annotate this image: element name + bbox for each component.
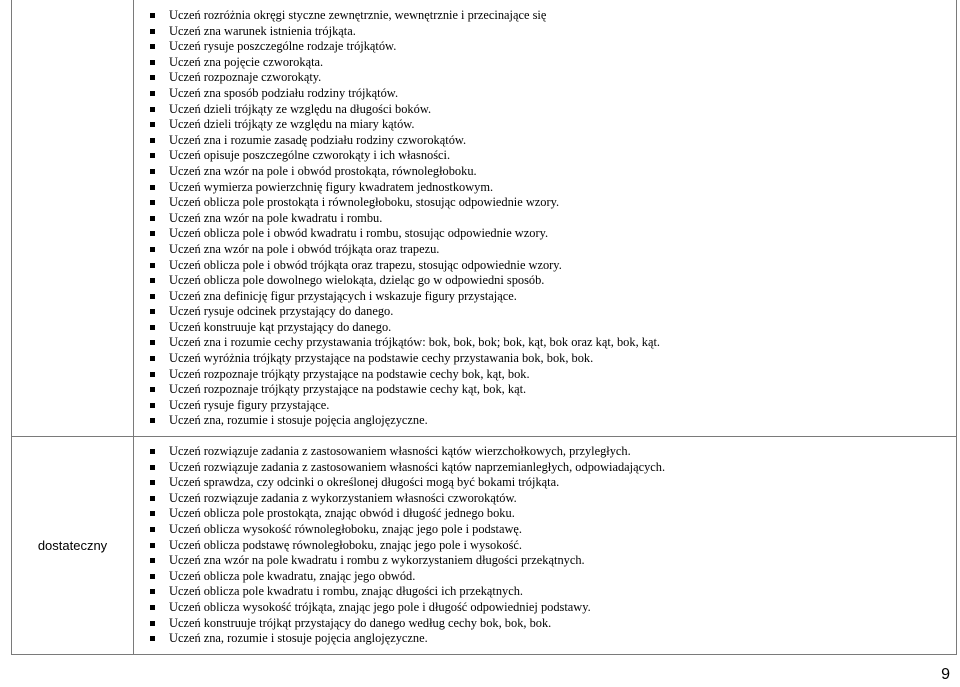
list-item: Uczeń oblicza wysokość równoległoboku, znając jego pole i podstawę. bbox=[134, 522, 956, 538]
list-item: Uczeń rozwiązuje zadania z wykorzystaniem własności czworokątów. bbox=[134, 491, 956, 507]
list-item: Uczeń zna warunek istnienia trójkąta. bbox=[134, 24, 956, 40]
list-item: Uczeń zna, rozumie i stosuje pojęcia anglojęzyczne. bbox=[134, 413, 956, 429]
criteria-cell bbox=[134, 437, 957, 655]
list-item: Uczeń sprawdza, czy odcinki o określonej długości mogą być bokami trójkąta. bbox=[134, 475, 956, 491]
list-item: Uczeń zna i rozumie cechy przystawania trójkątów: bok, bok, bok; bok, kąt, bok oraz kąt, bok, kąt. bbox=[134, 335, 956, 351]
list-item: Uczeń opisuje poszczególne czworokąty i ich własności. bbox=[134, 148, 956, 164]
list-item: Uczeń dzieli trójkąty ze względu na miary kątów. bbox=[134, 117, 956, 133]
list-item: Uczeń zna, rozumie i stosuje pojęcia anglojęzyczne. bbox=[134, 631, 956, 647]
list-item: Uczeń oblicza pole kwadratu, znając jego obwód. bbox=[134, 569, 956, 585]
list-item: Uczeń zna pojęcie czworokąta. bbox=[134, 55, 956, 71]
list-item: Uczeń oblicza pole prostokąta, znając obwód i długość jednego boku. bbox=[134, 506, 956, 522]
list-item: Uczeń oblicza pole prostokąta i równoległoboku, stosując odpowiednie wzory. bbox=[134, 195, 956, 211]
list-item: Uczeń rozwiązuje zadania z zastosowaniem własności kątów naprzemianległych, odpowiadających. bbox=[134, 460, 956, 476]
list-item: Uczeń wymierza powierzchnię figury kwadratem jednostkowym. bbox=[134, 180, 956, 196]
list-item: Uczeń oblicza pole kwadratu i rombu, znając długości ich przekątnych. bbox=[134, 584, 956, 600]
criteria-cell bbox=[134, 0, 957, 437]
criteria-list bbox=[134, 0, 956, 436]
list-item: Uczeń dzieli trójkąty ze względu na długości boków. bbox=[134, 102, 956, 118]
list-item: Uczeń rozpoznaje trójkąty przystające na podstawie cechy bok, kąt, bok. bbox=[134, 367, 956, 383]
list-item: Uczeń zna wzór na pole i obwód trójkąta oraz trapezu. bbox=[134, 242, 956, 258]
grade-cell bbox=[12, 0, 134, 437]
list-item: Uczeń rozwiązuje zadania z zastosowaniem własności kątów wierzchołkowych, przyległych. bbox=[134, 444, 956, 460]
list-item: Uczeń zna wzór na pole kwadratu i rombu. bbox=[134, 211, 956, 227]
list-item: Uczeń konstruuje trójkąt przystający do danego według cechy bok, bok, bok. bbox=[134, 616, 956, 632]
page-number: 9 bbox=[941, 666, 950, 683]
list-item: Uczeń rozróżnia okręgi styczne zewnętrznie, wewnętrznie i przecinające się bbox=[134, 8, 956, 24]
list-item: Uczeń zna definicję figur przystających i wskazuje figury przystające. bbox=[134, 289, 956, 305]
grade-label-dostateczny: dostateczny bbox=[12, 437, 134, 655]
list-item: Uczeń oblicza pole i obwód kwadratu i rombu, stosując odpowiednie wzory. bbox=[134, 226, 956, 242]
list-item: Uczeń zna sposób podziału rodziny trójkątów. bbox=[134, 86, 956, 102]
grading-criteria-table bbox=[11, 0, 957, 655]
list-item: Uczeń rozpoznaje trójkąty przystające na podstawie cechy kąt, bok, kąt. bbox=[134, 382, 956, 398]
list-item: Uczeń oblicza podstawę równoległoboku, znając jego pole i wysokość. bbox=[134, 538, 956, 554]
list-item: Uczeń oblicza pole dowolnego wielokąta, dzieląc go w odpowiedni sposób. bbox=[134, 273, 956, 289]
list-item: Uczeń zna i rozumie zasadę podziału rodziny czworokątów. bbox=[134, 133, 956, 149]
list-item: Uczeń oblicza wysokość trójkąta, znając jego pole i długość odpowiedniej podstawy. bbox=[134, 600, 956, 616]
list-item: Uczeń rozpoznaje czworokąty. bbox=[134, 70, 956, 86]
list-item: Uczeń rysuje odcinek przystający do danego. bbox=[134, 304, 956, 320]
list-item: Uczeń rysuje figury przystające. bbox=[134, 398, 956, 414]
criteria-list bbox=[134, 437, 956, 654]
list-item: Uczeń wyróżnia trójkąty przystające na podstawie cechy przystawania bok, bok, bok. bbox=[134, 351, 956, 367]
table-row bbox=[12, 0, 957, 437]
list-item: Uczeń zna wzór na pole kwadratu i rombu z wykorzystaniem długości przekątnych. bbox=[134, 553, 956, 569]
list-item: Uczeń oblicza pole i obwód trójkąta oraz trapezu, stosując odpowiednie wzory. bbox=[134, 258, 956, 274]
table-row bbox=[12, 437, 957, 655]
list-item: Uczeń konstruuje kąt przystający do danego. bbox=[134, 320, 956, 336]
list-item: Uczeń rysuje poszczególne rodzaje trójkątów. bbox=[134, 39, 956, 55]
list-item: Uczeń zna wzór na pole i obwód prostokąta, równoległoboku. bbox=[134, 164, 956, 180]
